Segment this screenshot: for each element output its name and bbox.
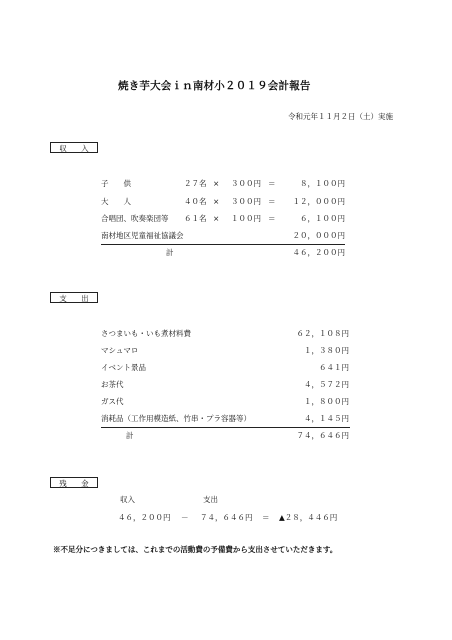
income-times: × [213, 197, 220, 206]
expense-amount: ４，１４５円 [304, 414, 349, 423]
balance-income-label: 収入 [120, 495, 135, 504]
income-times: × [213, 179, 220, 188]
expense-row [0, 345, 452, 357]
expense-row [0, 396, 452, 408]
income-amount: ２０，０００円 [292, 231, 345, 240]
balance-section-label: 残 金 [50, 477, 98, 488]
income-name: 大 人 [101, 197, 131, 206]
expense-name: お茶代 [101, 380, 124, 389]
income-equals: ＝ [268, 214, 276, 223]
income-equals: ＝ [268, 197, 276, 206]
income-amount: ８，１００円 [300, 179, 345, 188]
income-section-label: 収 入 [50, 142, 98, 153]
income-amount: １２，０００円 [292, 197, 345, 206]
balance-expense: ７４，６４６円 [200, 513, 253, 522]
income-price: ３００円 [231, 197, 261, 206]
balance-minus: － [181, 513, 189, 522]
income-total-amount: ４６，２００円 [292, 248, 345, 257]
expense-row [0, 379, 452, 391]
expense-total-rule [101, 427, 350, 428]
income-name: 子 供 [101, 179, 131, 188]
income-qty: ２７名 [184, 179, 207, 188]
expense-name: さつまいも・いも煮材料費 [101, 329, 191, 338]
expense-amount: ６４１円 [319, 363, 349, 372]
income-row [0, 213, 452, 225]
expense-row [0, 413, 452, 425]
income-qty: ６１名 [184, 214, 207, 223]
expense-amount: １，３８０円 [304, 346, 349, 355]
expense-name: ガス代 [101, 397, 124, 406]
income-equals: ＝ [268, 179, 276, 188]
income-total-row [0, 247, 452, 259]
balance-formula [0, 512, 452, 524]
income-row [0, 230, 452, 242]
page-title: 焼き芋大会ｉｎ南材小２０１９会計報告 [118, 80, 311, 92]
income-amount: ６，１００円 [300, 214, 345, 223]
income-times: × [213, 214, 220, 223]
balance-result: ▲２８，４４６円 [279, 513, 338, 522]
expense-section-label: 支 出 [50, 292, 98, 303]
income-total-label: 計 [166, 248, 174, 257]
expense-total-row [0, 430, 452, 442]
income-total-rule [101, 244, 345, 245]
income-price: ３００円 [231, 179, 261, 188]
expense-amount: １，８００円 [304, 397, 349, 406]
expense-name: イベント景品 [101, 363, 146, 372]
expense-total-amount: ７４，６４６円 [296, 431, 349, 440]
expense-row [0, 362, 452, 374]
income-qty: ４０名 [184, 197, 207, 206]
shortfall-note: ※不足分につきましては、これまでの活動費の予備費から支出させていただきます。 [53, 545, 338, 554]
balance-equals: ＝ [262, 513, 270, 522]
income-row [0, 196, 452, 208]
income-price: １００円 [231, 214, 261, 223]
income-row [0, 178, 452, 190]
income-name: 合唱団、吹奏楽団等 [101, 214, 169, 223]
expense-total-label: 計 [126, 431, 134, 440]
event-date: 令和元年１１月２日（土）実施 [288, 112, 393, 121]
expense-amount: ４，５７２円 [304, 380, 349, 389]
expense-row [0, 328, 452, 340]
expense-name: マシュマロ [101, 346, 139, 355]
balance-expense-label: 支出 [203, 495, 218, 504]
balance-income: ４６，２００円 [118, 513, 171, 522]
income-name: 南材地区児童福祉協議会 [101, 231, 184, 240]
expense-amount: ６２，１０８円 [296, 329, 349, 338]
expense-name: 消耗品（工作用模造紙、竹串・プラ容器等） [101, 414, 251, 423]
